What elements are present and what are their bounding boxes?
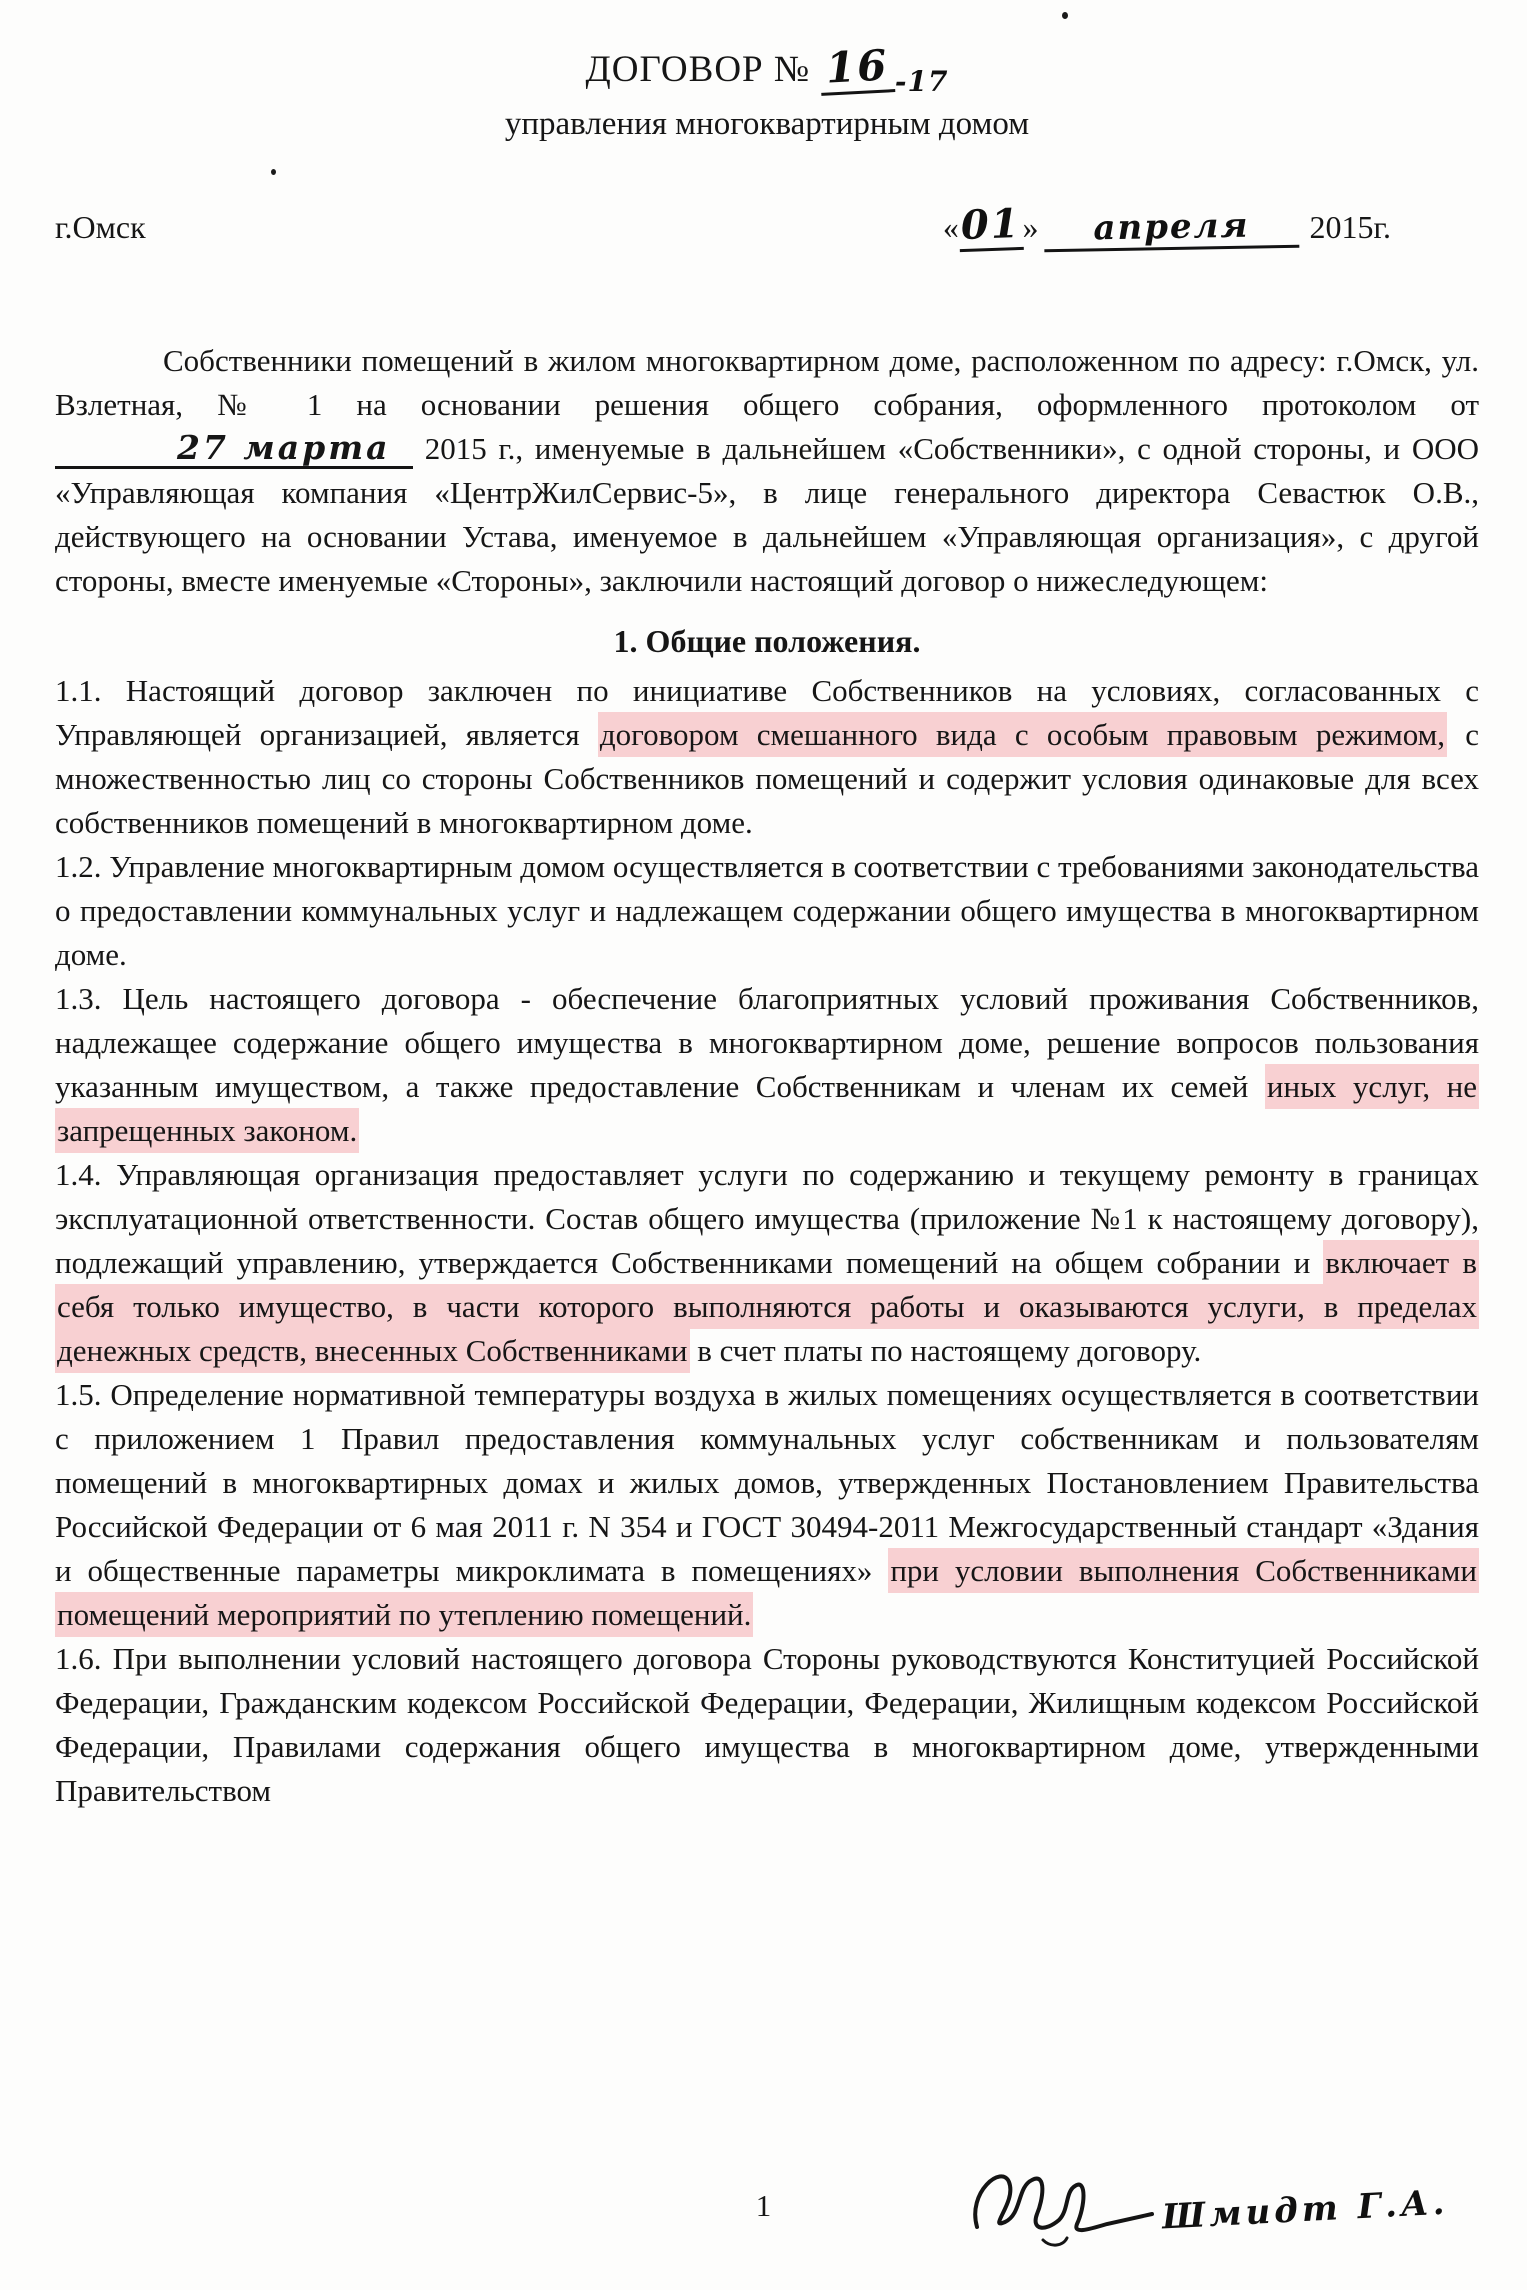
text-segment: в счет платы по настоящему договору.: [689, 1333, 1202, 1368]
city-date-row: [55, 201, 1479, 251]
contract-title: [55, 42, 1479, 98]
contract-paragraph: [55, 1153, 1479, 1373]
highlighted-text: включает в себя только имущество, в части которого выполняются работы и оказываются услуги, в пределах денежных средств, внесенных Собственниками: [55, 1240, 1479, 1373]
handwritten-fill: 27 марта: [55, 430, 413, 469]
contract-number-handwritten: 16: [819, 40, 896, 96]
scan-artifact-dot: [1062, 12, 1068, 19]
section-heading: [55, 619, 1479, 663]
text-segment: 1.1. Настоящий договор заключен по инициативе Собственников на условиях, согласованных с Управляющей организацией, является: [55, 673, 1479, 752]
text-segment: 1.5. Определение нормативной температуры воздуха в жилых помещениях осуществляется в соответствии с приложением 1 Правил предоставления коммунальных услуг собственникам и пользователям помещений в многоквартирных домах и жилых домов, утвержденных Постановлением Правительства Российской Федерации от 6 мая 2011 г. N 354 и ГОСТ 30494-2011 Межгосударственный стандарт «Здания и общественные параметры микроклимата в помещениях»: [55, 1377, 1479, 1588]
contract-date: [943, 201, 1391, 251]
page-number: 1: [755, 2188, 772, 2223]
highlighted-text: договором смешанного вида с особым правовым режимом,: [598, 712, 1447, 757]
text-segment: 2015 г., именуемые в дальнейшем «Собственники», с одной стороны, и ООО «Управляющая компания «ЦентрЖилСервис-5», в лице генерального директора Севастюк О.В., действующего на основании Устава, именуемое в дальнейшем «Управляющая организация», с другой стороны, вместе именуемые «Стороны», заключили настоящий договор о нижеследующем:: [55, 431, 1479, 598]
contract-paragraph: [55, 977, 1479, 1153]
highlighted-text: иных услуг, не запрещенных законом.: [55, 1064, 1479, 1153]
text-segment: Собственники помещений в жилом многоквартирном доме, расположенном по адресу: г.Омск, ул. Взлетная, № 1 на основании решения общего собрания, оформленного протоколом от: [55, 343, 1479, 422]
signature-block: [947, 2152, 1507, 2262]
contract-body: [55, 339, 1479, 1813]
contract-paragraph: [55, 1637, 1479, 1813]
text-segment: 1. Общие положения.: [613, 623, 921, 659]
city-label: г.Омск: [55, 209, 146, 245]
contract-paragraph: [55, 1373, 1479, 1637]
date-quote-open: «: [942, 209, 959, 245]
date-day-handwritten: 01: [958, 200, 1023, 252]
text-segment: 1.2. Управление многоквартирным домом осуществляется в соответствии с требованиями законодательства о предоставлении коммунальных услуг и надлежащем содержании общего имущества в многоквартирном доме.: [55, 849, 1479, 972]
text-segment: 1.4. Управляющая организация предоставляет услуги по содержанию и текущему ремонту в границах эксплуатационной ответственности. Состав общего имущества (приложение №1 к настоящему договору), подлежащий управлению, утверждается Собственниками помещений на общем собрании и: [55, 1157, 1479, 1280]
text-segment: 1.3. Цель настоящего договора - обеспечение благоприятных условий проживания Собственников, надлежащее содержание общего имущества в многоквартирном доме, решение вопросов пользования указанным имуществом, а также предоставление Собственникам и членам их семей: [55, 981, 1479, 1104]
text-segment: с множественностью лиц со стороны Собственников помещений и содержит условия одинаковые для всех собственников помещений в многоквартирном доме.: [55, 717, 1480, 840]
signature-flourish-icon: [947, 2152, 1157, 2262]
document-header: [55, 42, 1479, 143]
contract-subtitle: управления многоквартирным домом: [504, 106, 1030, 142]
signature-name-handwritten: Шмидт Г.А.: [1161, 2182, 1450, 2238]
contract-number-suffix-handwritten: -17: [894, 65, 949, 98]
contract-title-prefix: ДОГОВОР №: [585, 49, 821, 90]
text-segment: 1.6. При выполнении условий настоящего договора Стороны руководствуются Конституцией Российской Федерации, Гражданским кодексом Российской Федерации, Федерации, Жилищным кодексом Российской Федерации, Правилами содержания общего имущества в многоквартирном доме, утвержденными Правительством: [55, 1641, 1479, 1808]
date-month-handwritten: апреля: [1044, 205, 1300, 252]
highlighted-text: при условии выполнения Собственниками помещений мероприятий по утеплению помещений.: [55, 1548, 1479, 1637]
contract-paragraph: [55, 669, 1479, 845]
date-year: 2015г.: [1309, 209, 1391, 245]
contract-paragraph: [55, 845, 1479, 977]
date-quote-close: »: [1022, 209, 1039, 245]
contract-paragraph: [55, 339, 1479, 603]
scan-artifact-dot: [271, 169, 276, 175]
